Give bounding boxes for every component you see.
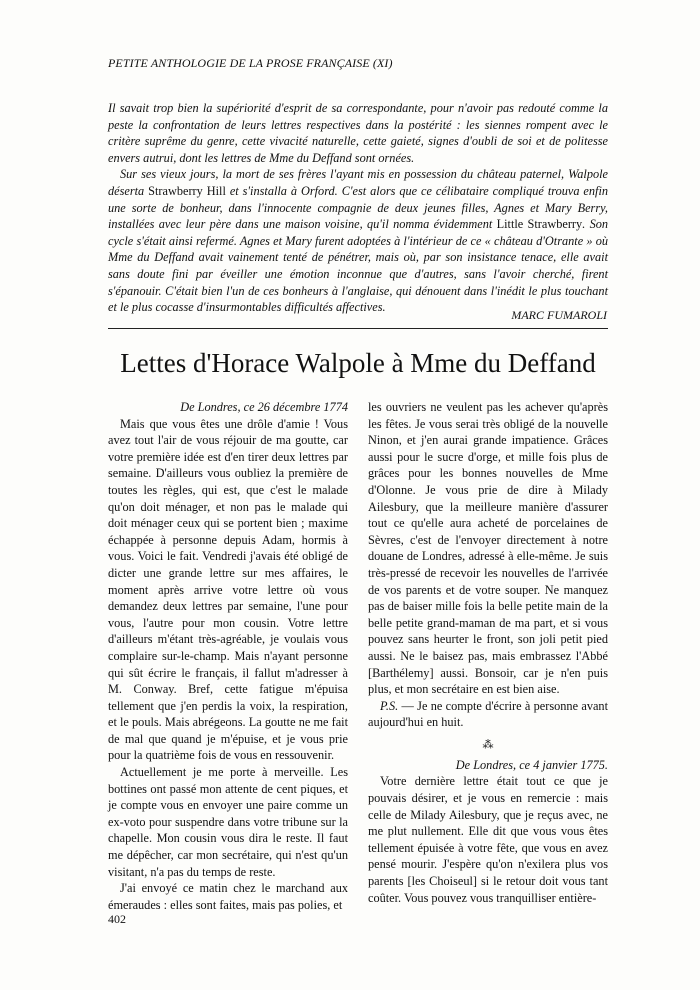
introduction bbox=[108, 100, 608, 316]
place-name: Little Strawberry bbox=[496, 217, 583, 232]
column-right bbox=[368, 399, 608, 906]
letter-1-postscript: P.S. — Je ne compte d'écrire à personne avant aujourd'hui en huit. bbox=[368, 698, 608, 730]
postscript-label: P.S. bbox=[380, 698, 399, 713]
author-signature: MARC FUMAROLI bbox=[511, 308, 607, 322]
column-left bbox=[108, 399, 348, 913]
letter-2-dateline: De Londres, ce 4 janvier 1775. bbox=[455, 757, 608, 772]
letter-1-paragraph-3-continued: les ouvriers ne veulent pas les achever qu'après les fêtes. Je vous serai très obligé de la nouvelle Ninon, et j'en aurai grande impatience. Grâces aussi pour le sucre d'orge, et mille fois plus de grâces pour les bonnes nouvelles de Mme d'Olonne. Je vous prie de dire à Milady Ailesbury, que la meilleure manière d'assurer tout ce qu'elle aura acheté de porcelaines de Sèvres, c'est de l'envoyer directement à notre douane de Londres, adressé à elle-même. Je suis très-pressé de recevoir les nouvelles de l'arrivée de vos parents et de votre souper. Ne manquez pas de baiser mille fois la belle petite main de la belle petite grand-maman de ma part, et si vous pouvez sans heurter le front, son joli petit pied aussi. Ne le baisez pas, mais embrassez l'Abbé [Barthélemy] aussi. Bonsoir, car je n'en puis plus, et mon secrétaire en est bien aise. bbox=[368, 400, 608, 697]
letter-1-paragraph-1: Mais que vous êtes une drôle d'amie ! Vous avez tout l'air de vous réjouir de ma goutte, car votre première idée est d'en tirer deux lettres par semaine. D'ailleurs vous oubliez la première de toutes les règles, qui est, que c'est le malade qu'on doit ménager, et non pas le malade qui doit ménager ceux qui se portent bien ; maxime échappée à personne depuis Adam, hormis à vous. Voici le fait. Vendredi j'avais été obligé de dicter une grande lettre sur mes affaires, le moment après arrive votre lettre où vous demandez deux lettres par semaine, l'une pour vous, l'autre pour mon cousin. Votre lettre d'ailleurs m'étant très-agréable, je voulais vous complaire sur-le-champ. Mais n'ayant personne qui sût écrire le français, il fallut m'adresser à M. Conway. Bref, cette fatigue m'épuisa tellement que j'en perdis la voix, la respiration, et le pouls. Mais abrégeons. La goutte ne me fait de mal que quand je m'épuise, et je vous prie pour la quatrième fois de vous en ressouvenir. bbox=[108, 416, 348, 763]
letter-1-paragraph-3: J'ai envoyé ce matin chez le marchand aux émeraudes : elles sont faites, mais pas polies, et bbox=[108, 881, 348, 912]
place-name: Strawberry Hill bbox=[148, 183, 226, 198]
intro-paragraph-2: Sur ses vieux jours, la mort de ses frères l'ayant mis en possession du château paternel, Walpole déserta Strawberry Hill et s'installa à Orford. C'est alors que ce célibataire compliqué trouva enfin une sorte de bonheur, dans l'innocente compagnie de deux jeunes filles, Agnes et Mary Berry, installées avec leur père dans une maison voisine, qu'il nomma évidemment Little Strawberry. Son cycle s'était ainsi refermé. Agnes et Mary furent adoptées à l'intérieur de ce « château d'Otrante » où Mme du Deffand avait vainement tenté de pénétrer, mais où, par son insistance tenace, elle avait sans doute fini par éveiller une émotion inconnue que d'autres, sans l'avoir cherché, firent s'épanouir. C'était bien l'un de ces bonheurs à l'anglaise, qui dénouent dans l'inédit le plus touchant et le plus cocasse d'insurmontables difficultés affectives. bbox=[108, 167, 609, 315]
letter-1-paragraph-2: Actuellement je me porte à merveille. Les bottines ont passé mon attente de cent piques, et je compte vous en envoyer une paire comme un ex-voto pour suspendre dans votre tribune sur la chapelle. Mon cousin vous dira le reste. Il faut me dépêcher, car mon secrétaire, qui n'est qu'un visitant, n'a pas du temps de reste. bbox=[108, 765, 348, 879]
page-number: 402 bbox=[108, 912, 126, 926]
intro-paragraph-1: Il savait trop bien la supériorité d'esprit de sa correspondante, pour n'avoir pas redouté comme la peste la confrontation de leurs lettres respectives dans la postérité : les siennes rompent avec le critère suprême du genre, cette vivacité naturelle, cette gaieté, signes d'oubli de soi et de politesse envers autrui, dont les lettres de Mme du Deffand sont ornées. bbox=[108, 101, 608, 165]
letter-1-dateline: De Londres, ce 26 décembre 1774 bbox=[180, 400, 348, 414]
running-head: PETITE ANTHOLOGIE DE LA PROSE FRANÇAISE (XI) bbox=[108, 56, 393, 70]
asterism-ornament: ⁂ bbox=[482, 738, 494, 751]
letter-2-paragraph-1: Votre dernière lettre était tout ce que je pouvais désirer, et je vous en remercie : mais celle de Milady Ailesbury, que je reçus avec, ne me plut nullement. Elle dit que vous vous êtes tellement épuisée à votre fête, que vous en avez pensé mourir. J'espère qu'on n'exilera plus vos parents [les Choiseul] si le retour doit vous tant coûter. Vous pouvez vous tranquilliser entière- bbox=[368, 774, 608, 905]
article-title: Lettes d'Horace Walpole à Mme du Deffand bbox=[120, 348, 596, 378]
section-divider bbox=[108, 328, 608, 329]
